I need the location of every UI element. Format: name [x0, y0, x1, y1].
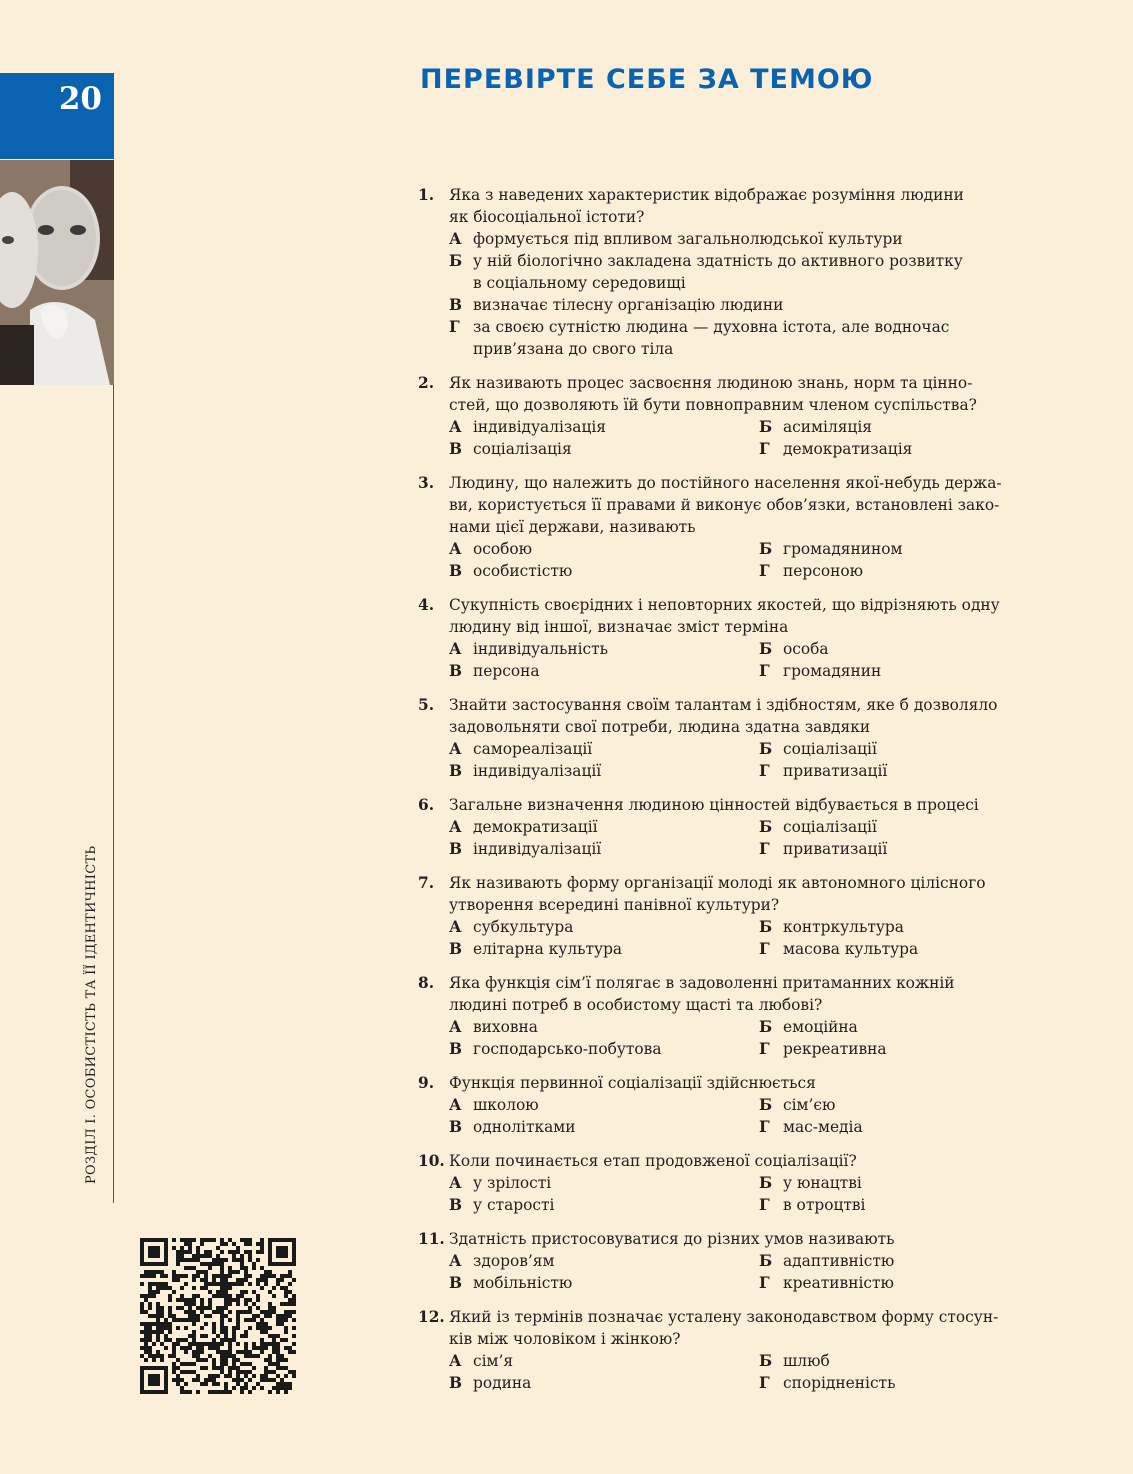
- option-text: соціалізації: [783, 740, 877, 758]
- option-text: елітарна культура: [473, 940, 623, 958]
- option-text: прив’язана до свого тіла: [473, 340, 674, 358]
- question-text: [449, 872, 1068, 916]
- answer-option: [759, 1350, 1059, 1372]
- answer-option: [449, 816, 759, 838]
- answer-option: [449, 538, 759, 560]
- option-letter: Г: [759, 840, 770, 858]
- answer-option: [449, 1350, 759, 1372]
- option-text: персона: [473, 662, 540, 680]
- option-letter: В: [449, 1196, 463, 1214]
- option-text: сім’єю: [783, 1096, 836, 1114]
- answer-option: [759, 1016, 1059, 1038]
- question-number: 4.: [418, 596, 435, 614]
- question-line: людину від іншої, визначає зміст терміна: [449, 618, 789, 636]
- answer-option: [759, 1194, 1059, 1216]
- option-letter: В: [449, 762, 463, 780]
- question-number: 3.: [418, 474, 435, 492]
- option-letter: А: [449, 540, 462, 558]
- question-text: [449, 1072, 1068, 1094]
- answer-option: [449, 838, 759, 860]
- question-item: [418, 184, 1068, 360]
- option-letter: А: [449, 1018, 462, 1036]
- answer-option: [449, 294, 1068, 316]
- question-text: [449, 1228, 1068, 1250]
- answer-option: [449, 638, 759, 660]
- option-letter: Б: [759, 918, 773, 936]
- question-item: [418, 1150, 1068, 1216]
- option-letter: Б: [759, 540, 773, 558]
- question-item: [418, 594, 1068, 682]
- answer-option: [449, 438, 759, 460]
- answer-option: [759, 660, 1059, 682]
- option-text: демократизація: [783, 440, 913, 458]
- option-letter: Г: [759, 562, 770, 580]
- option-text: у старості: [473, 1196, 555, 1214]
- answer-option: [449, 738, 759, 760]
- option-letter: Г: [449, 318, 460, 336]
- option-letter: Б: [759, 1018, 773, 1036]
- option-letter: Г: [759, 1374, 770, 1392]
- question-item: [418, 972, 1068, 1060]
- answer-option: [759, 538, 1059, 560]
- option-text: персоною: [783, 562, 864, 580]
- answer-option: [449, 1372, 759, 1394]
- answer-option: [449, 1016, 759, 1038]
- answer-option: [449, 560, 759, 582]
- question-line: Коли починається етап продовженої соціалізації?: [449, 1152, 857, 1170]
- option-letter: Б: [759, 818, 773, 836]
- question-number: 10.: [418, 1152, 445, 1170]
- answer-option: [449, 416, 759, 438]
- option-text: особою: [473, 540, 533, 558]
- question-line: задовольняти свої потреби, людина здатна завдяки: [449, 718, 871, 736]
- option-letter: Б: [759, 1096, 773, 1114]
- option-text: громадянин: [783, 662, 882, 680]
- option-letter: А: [449, 1352, 462, 1370]
- option-letter: Г: [759, 940, 770, 958]
- answer-option: [759, 416, 1059, 438]
- question-line: людині потреб в особистому щасті та любові?: [449, 996, 823, 1014]
- question-text: [449, 694, 1068, 738]
- qr-code: [140, 1238, 296, 1394]
- answer-option: [449, 1038, 759, 1060]
- option-letter: А: [449, 1096, 462, 1114]
- question-number: 7.: [418, 874, 435, 892]
- option-letter: Б: [759, 1174, 773, 1192]
- qr-finder-pattern: [268, 1238, 296, 1266]
- answer-option: [449, 1172, 759, 1194]
- page-title: ПЕРЕВІРТЕ СЕБЕ ЗА ТЕМОЮ: [420, 64, 874, 95]
- question-text: [449, 1306, 1068, 1350]
- option-text: громадянином: [783, 540, 903, 558]
- question-text: [449, 472, 1068, 538]
- option-text: асиміляція: [783, 418, 872, 436]
- answer-options: [449, 1094, 1068, 1138]
- answer-option: [449, 1250, 759, 1272]
- option-text: однолітками: [473, 1118, 576, 1136]
- answer-option: [449, 316, 1068, 360]
- option-text: особистістю: [473, 562, 573, 580]
- answer-options: [449, 538, 1068, 582]
- question-item: [418, 1072, 1068, 1138]
- option-letter: А: [449, 418, 462, 436]
- question-text: [449, 972, 1068, 1016]
- option-letter: А: [449, 1174, 462, 1192]
- option-text: самореалізації: [473, 740, 593, 758]
- answer-option: [449, 938, 759, 960]
- option-text: приватизації: [783, 762, 888, 780]
- question-text: [449, 184, 1068, 228]
- option-text: родина: [473, 1374, 532, 1392]
- page-number-box: [0, 73, 114, 159]
- question-line: Знайти застосування своїм талантам і здібностям, яке б дозволяло: [449, 696, 998, 714]
- answer-option: [759, 760, 1059, 782]
- question-item: [418, 694, 1068, 782]
- page-number: 20: [58, 81, 102, 117]
- option-letter: Б: [759, 740, 773, 758]
- option-text: масова культура: [783, 940, 919, 958]
- qr-code-image: [140, 1238, 296, 1394]
- option-text: шлюб: [783, 1352, 830, 1370]
- answer-option: [449, 916, 759, 938]
- option-text: в отроцтві: [783, 1196, 866, 1214]
- question-number: 6.: [418, 796, 435, 814]
- side-rule: [113, 385, 114, 1203]
- question-item: [418, 794, 1068, 860]
- question-number: 9.: [418, 1074, 435, 1092]
- question-line: Функція первинної соціалізації здійснюється: [449, 1074, 816, 1092]
- option-text: господарсько-побутова: [473, 1040, 662, 1058]
- question-line: нами цієї держави, називають: [449, 518, 696, 536]
- question-line: Людину, що належить до постійного населення якої-небудь держа-: [449, 474, 1002, 492]
- answer-option: [759, 1372, 1059, 1394]
- option-text: емоційна: [783, 1018, 858, 1036]
- answer-option: [759, 1038, 1059, 1060]
- question-number: 1.: [418, 186, 435, 204]
- question-number: 5.: [418, 696, 435, 714]
- answer-option: [759, 816, 1059, 838]
- option-text: сім’я: [473, 1352, 514, 1370]
- question-number: 2.: [418, 374, 435, 392]
- option-letter: В: [449, 1274, 463, 1292]
- answer-option: [759, 916, 1059, 938]
- option-text: у ній біологічно закладена здатність до активного розвитку: [473, 252, 963, 270]
- answer-option: [759, 638, 1059, 660]
- option-text: приватизації: [783, 840, 888, 858]
- answer-option: [449, 250, 1068, 294]
- qr-finder-pattern: [140, 1366, 168, 1394]
- option-letter: Б: [759, 640, 773, 658]
- option-text: індивідуалізації: [473, 762, 602, 780]
- option-text: контркультура: [783, 918, 904, 936]
- questions-list: [418, 184, 1068, 1406]
- answer-option: [759, 938, 1059, 960]
- option-letter: Б: [759, 1352, 773, 1370]
- question-number: 8.: [418, 974, 435, 992]
- option-text: субкультура: [473, 918, 574, 936]
- option-letter: А: [449, 740, 462, 758]
- answer-option: [449, 1094, 759, 1116]
- question-line: Яка з наведених характеристик відображає розуміння людини: [449, 186, 964, 204]
- question-line: як біосоціальної істоти?: [449, 208, 645, 226]
- answer-option: [759, 838, 1059, 860]
- question-number: 11.: [418, 1230, 445, 1248]
- section-label: РОЗДІЛ І. ОСОБИСТІСТЬ ТА ЇЇ ІДЕНТИЧНІСТЬ: [84, 845, 99, 1184]
- option-letter: В: [449, 562, 463, 580]
- option-text: мас-медіа: [783, 1118, 863, 1136]
- option-text: в соціальному середовищі: [473, 274, 686, 292]
- question-line: Який із термінів позначає усталену законодавством форму стосун-: [449, 1308, 999, 1326]
- option-letter: В: [449, 840, 463, 858]
- option-text: демократизації: [473, 818, 598, 836]
- question-line: стей, що дозволяють їй бути повноправним членом суспільства?: [449, 396, 977, 414]
- answer-options: [449, 916, 1068, 960]
- question-text: [449, 1150, 1068, 1172]
- answer-option: [759, 1250, 1059, 1272]
- option-letter: Б: [759, 1252, 773, 1270]
- question-text: [449, 594, 1068, 638]
- option-text: соціалізації: [783, 818, 877, 836]
- option-letter: А: [449, 818, 462, 836]
- option-letter: А: [449, 918, 462, 936]
- question-line: ків між чоловіком і жінкою?: [449, 1330, 681, 1348]
- option-text: здоров’ям: [473, 1252, 555, 1270]
- answer-option: [759, 1172, 1059, 1194]
- option-letter: А: [449, 1252, 462, 1270]
- masks-photo: [0, 160, 114, 385]
- question-line: Як називають форму організації молоді як автономного цілісного: [449, 874, 986, 892]
- answer-options: [449, 816, 1068, 860]
- option-letter: В: [449, 440, 463, 458]
- answer-option: [759, 738, 1059, 760]
- option-text: виховна: [473, 1018, 538, 1036]
- answer-options: [449, 1172, 1068, 1216]
- option-text: за своєю сутністю людина — духовна істота, але водночас: [473, 318, 950, 336]
- question-line: Яка функція сім’ї полягає в задоволенні притаманних кожній: [449, 974, 955, 992]
- option-letter: В: [449, 296, 463, 314]
- answer-option: [449, 660, 759, 682]
- question-line: утворення всередині панівної культури?: [449, 896, 780, 914]
- option-letter: В: [449, 1374, 463, 1392]
- question-item: [418, 1228, 1068, 1294]
- option-letter: Г: [759, 662, 770, 680]
- option-text: індивідуальність: [473, 640, 609, 658]
- question-line: Сукупність своєрідних і неповторних якостей, що відрізняють одну: [449, 596, 1000, 614]
- option-text: особа: [783, 640, 829, 658]
- option-letter: В: [449, 940, 463, 958]
- option-letter: Г: [759, 1196, 770, 1214]
- answer-options: [449, 228, 1068, 360]
- question-text: [449, 794, 1068, 816]
- answer-options: [449, 1016, 1068, 1060]
- answer-options: [449, 1250, 1068, 1294]
- answer-option: [449, 760, 759, 782]
- option-text: формується під впливом загальнолюдської культури: [473, 230, 903, 248]
- option-text: у зрілості: [473, 1174, 552, 1192]
- option-text: індивідуалізація: [473, 418, 607, 436]
- masks-illustration: [0, 160, 114, 385]
- answer-option: [759, 1116, 1059, 1138]
- answer-option: [449, 1272, 759, 1294]
- answer-option: [759, 438, 1059, 460]
- option-letter: Б: [759, 418, 773, 436]
- option-letter: В: [449, 662, 463, 680]
- option-text: соціалізація: [473, 440, 572, 458]
- option-text: у юнацтві: [783, 1174, 862, 1192]
- option-letter: В: [449, 1118, 463, 1136]
- option-text: креативністю: [783, 1274, 894, 1292]
- option-text: спорідненість: [783, 1374, 896, 1392]
- option-letter: А: [449, 230, 462, 248]
- question-item: [418, 372, 1068, 460]
- answer-option: [759, 1272, 1059, 1294]
- option-text: адаптивністю: [783, 1252, 895, 1270]
- answer-options: [449, 738, 1068, 782]
- option-text: рекреативна: [783, 1040, 887, 1058]
- answer-options: [449, 416, 1068, 460]
- question-line: Як називають процес засвоєння людиною знань, норм та цінно-: [449, 374, 973, 392]
- question-line: Загальне визначення людиною цінностей відбувається в процесі: [449, 796, 979, 814]
- option-text: індивідуалізації: [473, 840, 602, 858]
- option-letter: Г: [759, 762, 770, 780]
- answer-option: [449, 1194, 759, 1216]
- question-item: [418, 872, 1068, 960]
- question-text: [449, 372, 1068, 416]
- option-text: школою: [473, 1096, 539, 1114]
- option-text: мобільністю: [473, 1274, 573, 1292]
- answer-options: [449, 638, 1068, 682]
- option-letter: А: [449, 640, 462, 658]
- option-text: визначає тілесну організацію людини: [473, 296, 784, 314]
- qr-modules: [140, 1238, 296, 1394]
- option-letter: Б: [449, 252, 463, 270]
- option-letter: Г: [759, 1040, 770, 1058]
- answer-option: [449, 1116, 759, 1138]
- option-letter: Г: [759, 1274, 770, 1292]
- question-line: Здатність пристосовуватися до різних умов називають: [449, 1230, 895, 1248]
- question-item: [418, 1306, 1068, 1394]
- question-number: 12.: [418, 1308, 445, 1326]
- option-letter: Г: [759, 440, 770, 458]
- question-line: ви, користується її правами й виконує обов’язки, встановлені зако-: [449, 496, 1000, 514]
- answer-option: [449, 228, 1068, 250]
- option-letter: В: [449, 1040, 463, 1058]
- option-letter: Г: [759, 1118, 770, 1136]
- qr-finder-pattern: [140, 1238, 168, 1266]
- question-item: [418, 472, 1068, 582]
- answer-option: [759, 1094, 1059, 1116]
- answer-option: [759, 560, 1059, 582]
- answer-options: [449, 1350, 1068, 1394]
